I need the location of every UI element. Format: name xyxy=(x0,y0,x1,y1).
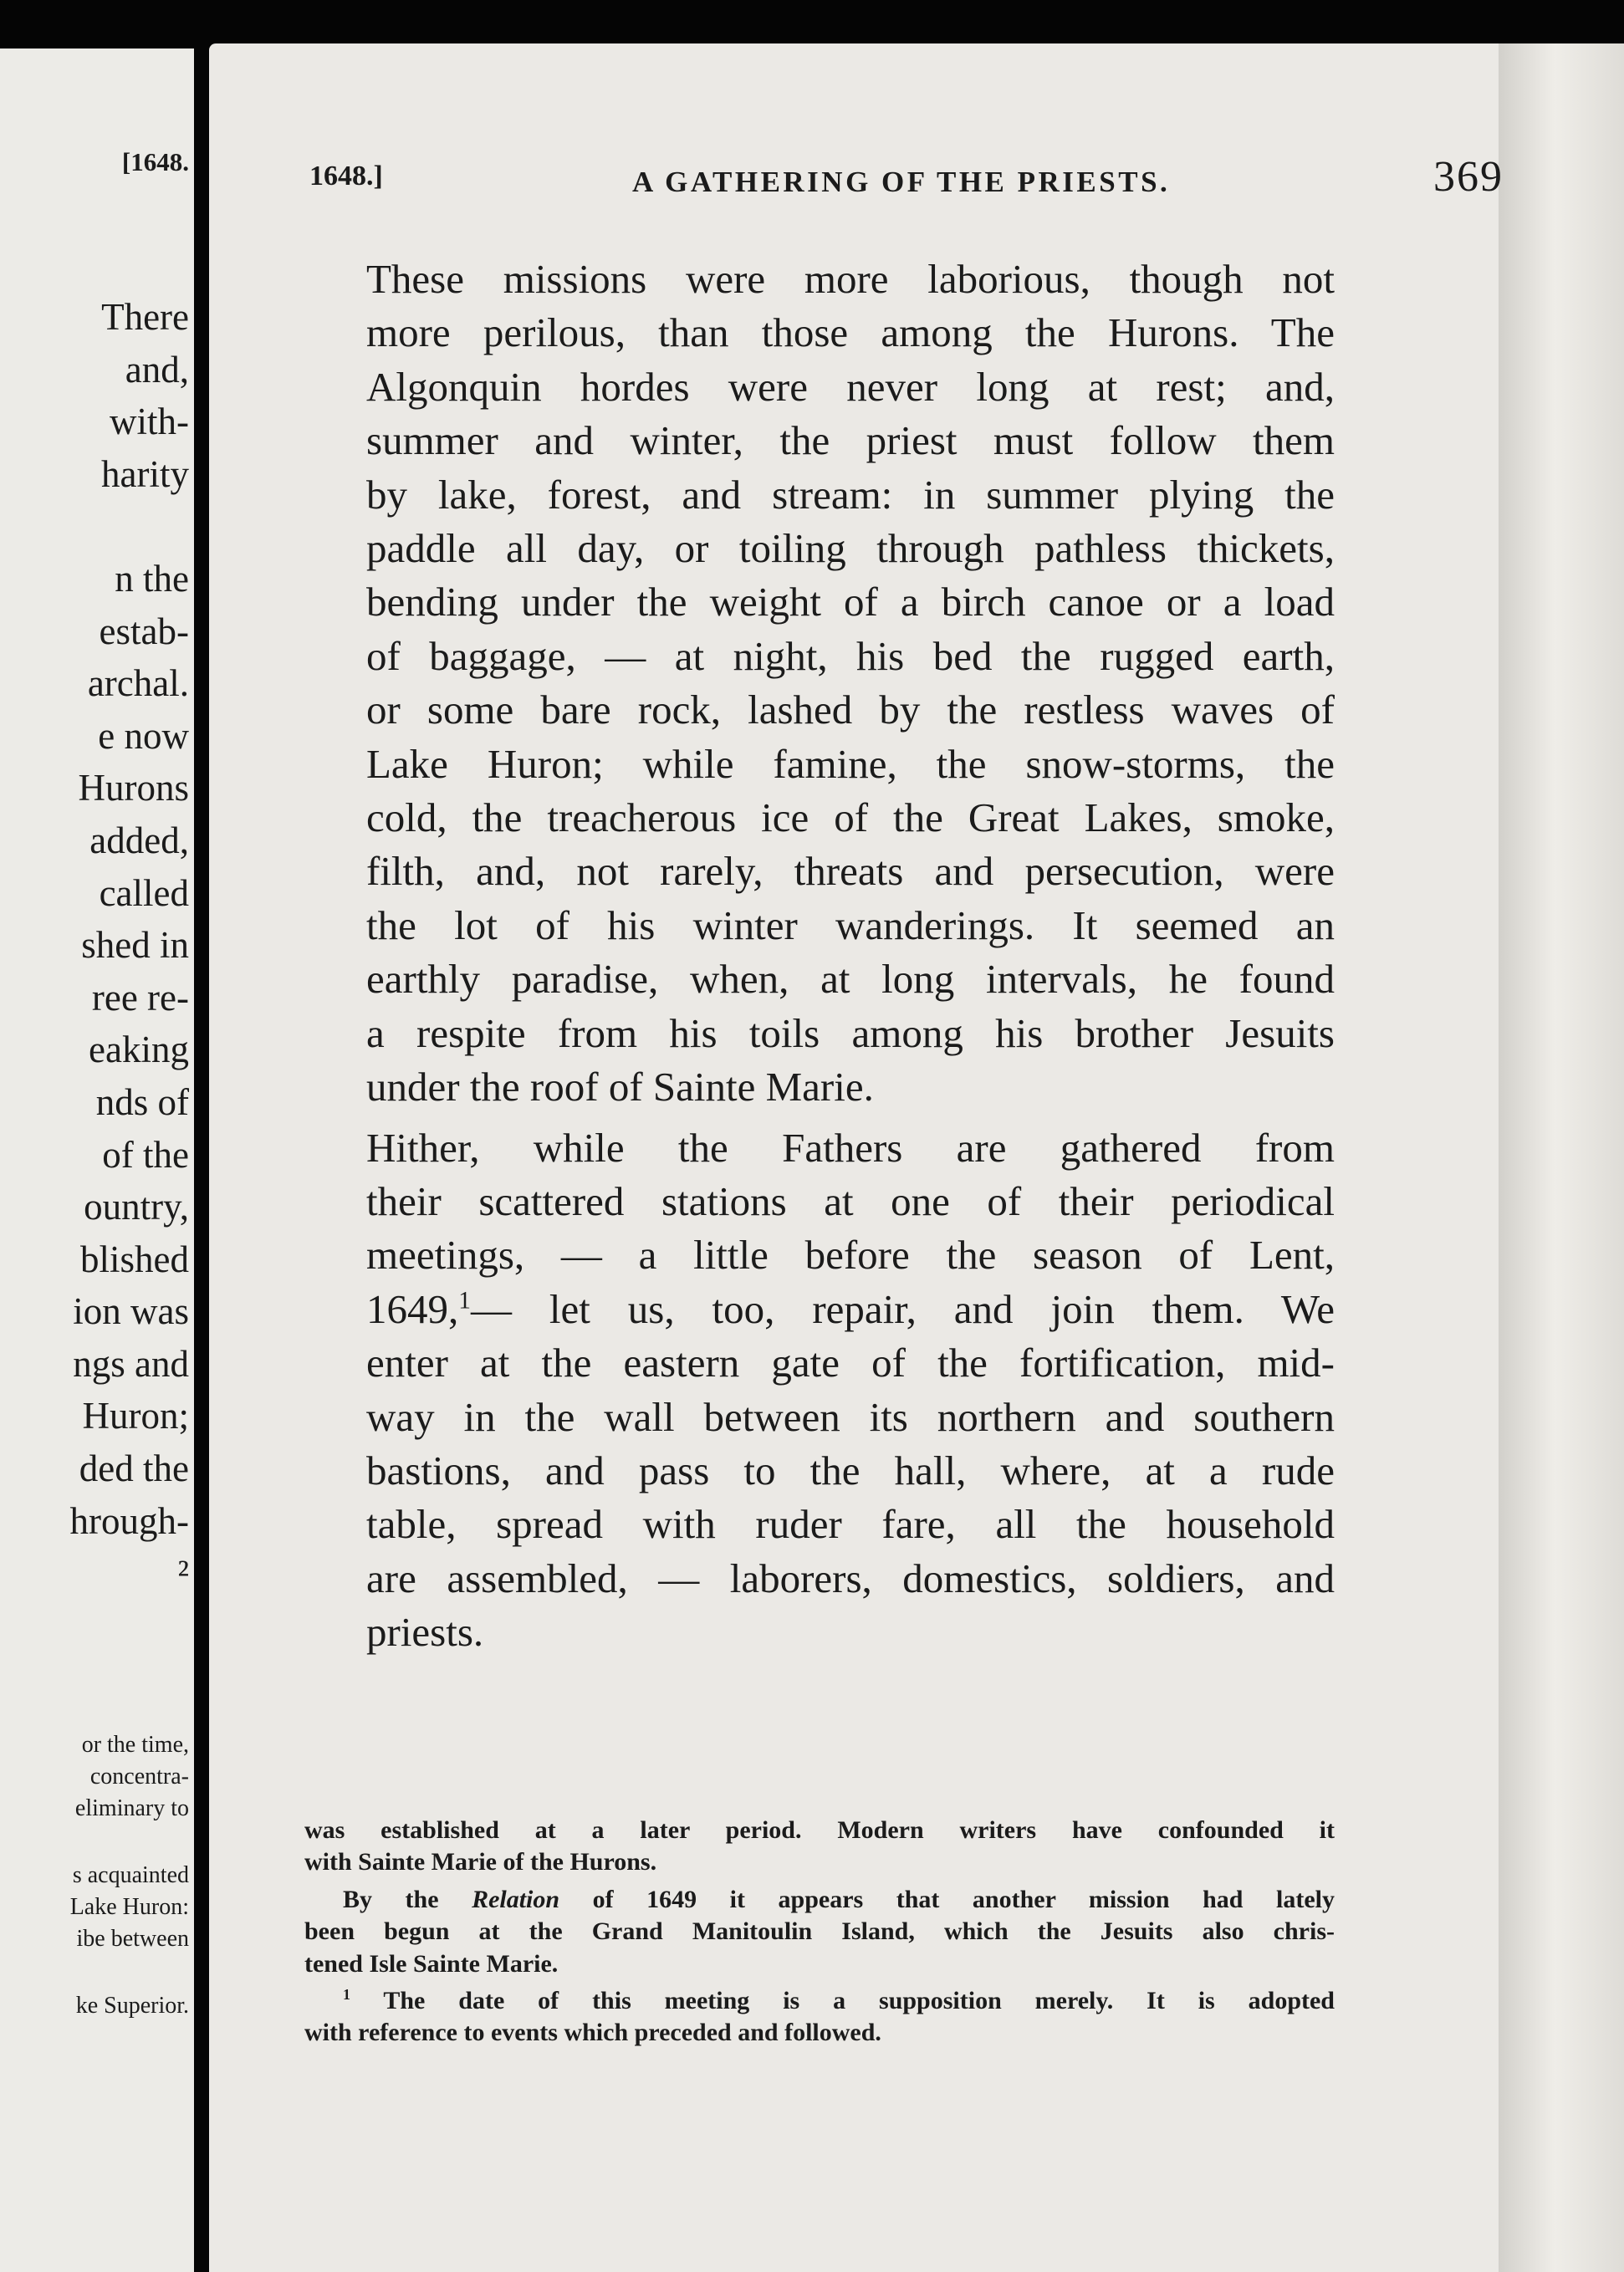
running-head-title: A GATHERING OF THE PRIESTS. xyxy=(632,166,1171,198)
text-line: These missions were more laborious, though not xyxy=(366,256,1335,302)
fragment: added, xyxy=(89,819,189,861)
fragment: e now xyxy=(98,714,189,757)
fragment: harity xyxy=(101,452,189,495)
text-line: meetings, — a little before the season of Lent, xyxy=(366,1232,1335,1279)
text-line-with-footnote xyxy=(304,1283,1335,1336)
fragment: ded the xyxy=(79,1447,189,1490)
footnote-1 xyxy=(304,1985,1335,2050)
text-segment: 1649, xyxy=(366,1285,459,1332)
fragment: ² xyxy=(177,1552,189,1595)
fragment: and, xyxy=(125,348,189,391)
text-line: Algonquin hordes were never long at rest; and, xyxy=(366,363,1335,410)
footnote-reference: 1 xyxy=(458,1287,471,1315)
fragment: eliminary to xyxy=(74,1795,189,1821)
fragment: ngs and xyxy=(73,1342,189,1385)
text-line: the lot of his winter wanderings. It seemed an xyxy=(366,901,1335,948)
text-line: Hither, while the Fathers are gathered from xyxy=(366,1124,1335,1171)
fragment: ree re- xyxy=(91,976,189,1019)
text-line: filth, and, not rarely, threats and persecution, were xyxy=(366,848,1335,895)
text-line: are assembled, — laborers, domestics, soldiers, and xyxy=(366,1555,1335,1601)
fragment: with- xyxy=(110,401,189,443)
footnote-line: been begun at the Grand Manitoulin Island, which the Jesuits also chris- xyxy=(304,1917,1335,1946)
fragment-gap xyxy=(0,500,189,553)
footnote-line xyxy=(304,1985,1335,2017)
body-text xyxy=(304,253,1335,1667)
fragment: There xyxy=(101,296,189,338)
footnote-marker: 1 xyxy=(343,1986,350,2004)
running-head xyxy=(309,152,1504,219)
footnote-continuation xyxy=(304,1815,1335,1879)
text-line: under the roof of Sainte Marie. xyxy=(366,1064,874,1110)
left-footnote-fragments xyxy=(0,1729,189,2022)
text-line: paddle all day, or toiling through pathless thickets, xyxy=(366,525,1335,572)
fragment: concentra- xyxy=(89,1764,189,1790)
fragment: estab- xyxy=(99,610,189,652)
fragment: ountry, xyxy=(84,1186,189,1228)
text-line: bastions, and pass to the hall, where, at a rude xyxy=(366,1447,1335,1493)
fragment: ibe between xyxy=(76,1926,189,1952)
text-segment: — let us, too, repair, and join them. We xyxy=(470,1285,1335,1332)
left-text-fragments xyxy=(0,291,189,1600)
text-line: Lake Huron; while famine, the snow-storms, the xyxy=(366,740,1335,787)
text-line: more perilous, than those among the Hurons. The xyxy=(366,309,1335,356)
footnote-line: with reference to events which preceded and followed. xyxy=(304,2019,881,2047)
text-line: table, spread with ruder fare, all the household xyxy=(366,1501,1335,1548)
text-line: of baggage, — at night, his bed the rugged earth, xyxy=(366,632,1335,679)
fragment: archal. xyxy=(87,662,189,705)
text-line: their scattered stations at one of their periodical xyxy=(366,1177,1335,1224)
footnote-line: with Sainte Marie of the Hurons. xyxy=(304,1848,657,1876)
fragment: of the xyxy=(102,1133,189,1176)
fragment: blished xyxy=(80,1238,189,1280)
left-page xyxy=(0,49,194,2272)
text-line: earthly paradise, when, at long intervals, he found xyxy=(366,956,1335,1003)
fragment: Huron; xyxy=(82,1395,189,1437)
footnote-line xyxy=(304,1884,1335,1916)
fragment: n the xyxy=(115,557,189,600)
text-segment: By the xyxy=(343,1885,472,1913)
footnote-2 xyxy=(304,1884,1335,1980)
fragment: ion was xyxy=(73,1290,189,1333)
text-segment: of 1649 it appears that another mission had lately xyxy=(559,1885,1335,1913)
text-line: a respite from his toils among his brother Jesuits xyxy=(366,1009,1335,1056)
right-page xyxy=(209,43,1624,2272)
fragment: or the time, xyxy=(81,1732,189,1758)
paragraph-1 xyxy=(304,253,1335,1115)
fragment: s acquainted xyxy=(72,1862,189,1888)
footnote-line: tened Isle Sainte Marie. xyxy=(304,1949,559,1978)
text-line: cold, the treacherous ice of the Great Lakes, smoke, xyxy=(366,794,1335,841)
text-segment: The date of this meeting is a supposition merely. It is adopted xyxy=(350,1987,1335,2015)
footnotes xyxy=(304,1815,1335,2055)
text-line: priests. xyxy=(366,1609,484,1656)
fragment: Lake Huron: xyxy=(69,1894,189,1920)
text-line: enter at the eastern gate of the fortification, mid- xyxy=(366,1340,1335,1386)
italic-title: Relation xyxy=(472,1885,560,1913)
fragment: hrough- xyxy=(69,1499,189,1542)
fragment: shed in xyxy=(81,924,189,967)
paragraph-2 xyxy=(304,1121,1335,1660)
page-edge xyxy=(1499,43,1624,2272)
text-line: by lake, forest, and stream: in summer plying the xyxy=(366,471,1335,518)
fragment: called xyxy=(99,871,189,914)
page-number: 369 xyxy=(1433,153,1504,201)
fragment: nds of xyxy=(95,1080,189,1123)
text-line: bending under the weight of a birch canoe or a load xyxy=(366,579,1335,625)
left-running-head: [1648. xyxy=(121,147,189,176)
fragment: ke Superior. xyxy=(75,1993,189,2019)
text-line: way in the wall between its northern and southern xyxy=(366,1393,1335,1440)
fragment: Hurons xyxy=(78,767,189,809)
footnote-line: was established at a later period. Modern writers have confounded it xyxy=(304,1816,1335,1844)
text-line: summer and winter, the priest must follow them xyxy=(366,417,1335,464)
text-line: or some bare rock, lashed by the restless waves of xyxy=(366,687,1335,733)
running-head-date: 1648.] xyxy=(309,161,383,191)
fragment: eaking xyxy=(89,1029,189,1071)
